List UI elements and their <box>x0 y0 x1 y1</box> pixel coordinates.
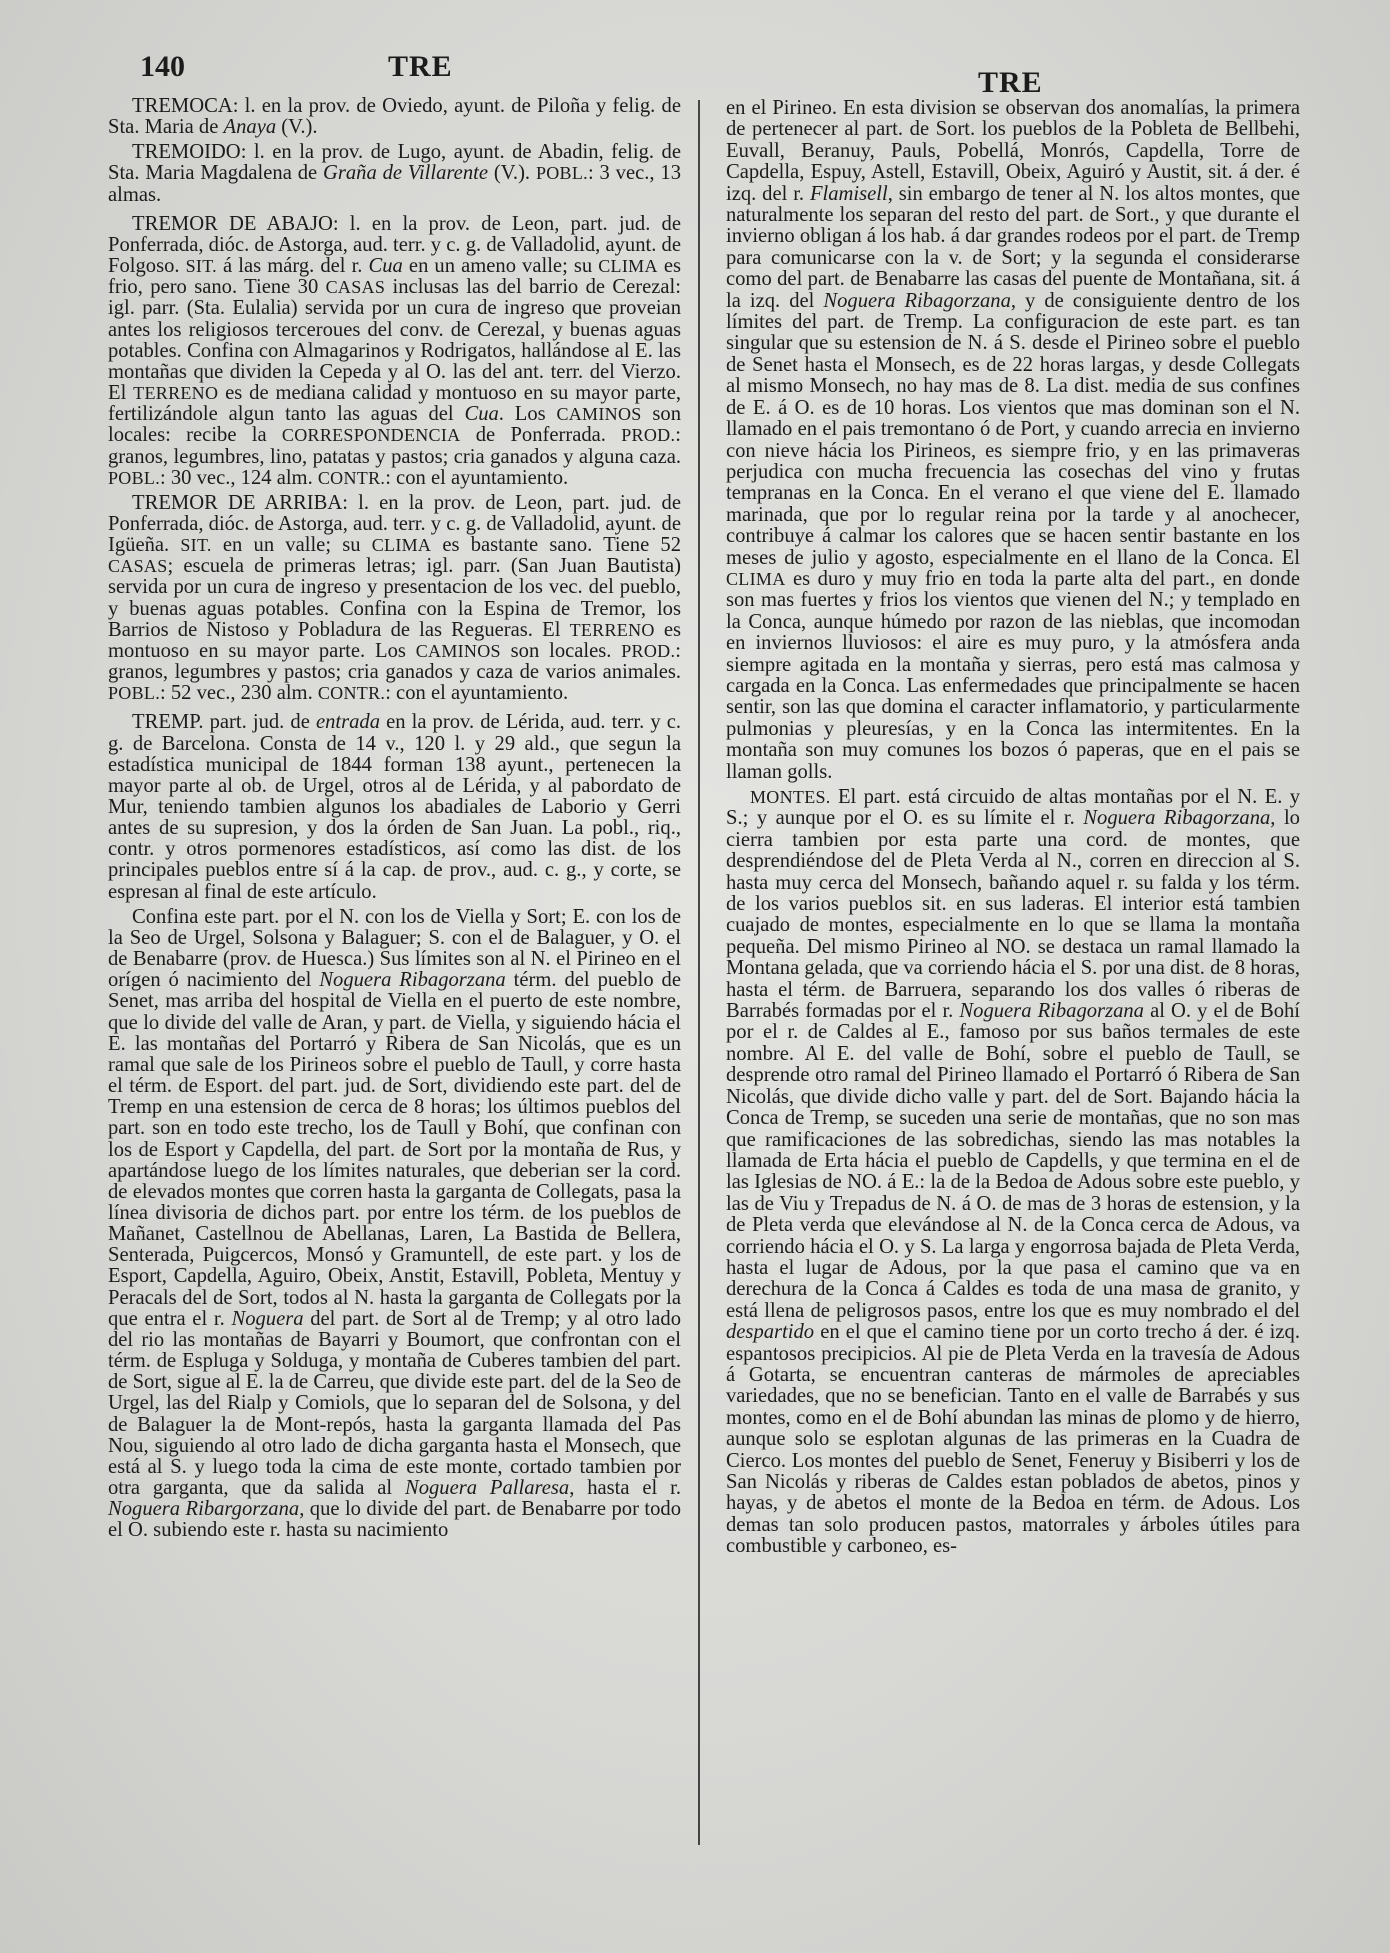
paragraph-pirineo: en el Pirineo. En esta division se observan dos anomalías, la primera de pertenecer al part. de Sort. los pueblos de la Pobleta de Bellbehi, Euvall, Beranuy, Pauls, Pobellá, Monrós, Capdella, Torre de Capdella, Espuy, Astell, Estavill, Obeix, Aguiró y Austit, sit. á der. é izq. del r. Flamisell, sin embargo de tener al N. los altos montes, que naturalmente los separan del resto del part. de Sort., y que durante el invierno obligan á los hab. á dar grandes rodeos por el part. de Tremp para comunicarse con la v. de Sort; y la segunda el considerarse como del part. de Benabarre las casas del puente de Montañana, sit. á la izq. del Noguera Ribagorzana, y de consiguiente dentro de los límites del part. de Tremp. La configuracion de este part. es tan singular que su estension de N. á S. desde el Pirineo sobre el pueblo de Senet hasta el Monsech, es de 22 horas largas, y desde Collegats al mismo Monsech, no hay mas de 8. La dist. media de sus confines de E. á O. es de 10 horas. Los vientos que mas dominan son el N. llamado en el pais tremontano ó de Port, y cuando arrecia en invierno con nieve hácia los Pirineos, es siempre frio, y en las primaveras perjudica con mucha frecuencia las cosechas del vino y frutas tempranas en la Conca. En el verano el que viene del E. llamado marinada, que por lo regular reina por la tarde y al anochecer, contribuye á calmar los calores que se hacen sentir bastante en los meses de julio y agosto, especialmente en el llano de la Conca. El CLIMA es duro y muy frio en toda la parte alta del part., en donde son mas fuertes y frios los vientos que vienen del N.; y templado en la Conca, aunque húmedo por razon de las nieblas, que incomodan en inviernos lluviosos: el aire es muy puro, y la atmósfera anda siempre agitada en la montaña y sierras, pero está mas calmosa y cargada en la Conca. Las enfermedades que principalmente se hacen sentir, son las que domina el caracter inflamatorio, y particularmente pulmonias y pleuresías, y en la Conca las intermitentes. En la montaña son muy comunes los bozos ó paperas, que en el pais se llaman golls. <box>726 97 1300 783</box>
page-number: 140 <box>140 50 185 83</box>
entry-head: TREMOCA <box>132 95 233 117</box>
running-head-right: TRE <box>978 66 1043 99</box>
paragraph-montes: MONTES. El part. está circuido de altas montañas por el N. E. y S.; y aunque por el O. es su límite el r. Noguera Ribagorzana, lo cierra tambien por esta parte una cord. de montes, que desprendiéndose del de Pleta Verda al N., corren en direccion al S. hasta muy cerca del Monsech, bañando aquel r. su falda y los térm. de los varios pueblos sit. en sus laderas. El interior está tambien cuajado de montes, especialmente en lo que se llama la montaña pequeña. Del mismo Pirineo al NO. se destaca un ramal llamado la Montana gelada, que va corriendo hácia el S. por una dist. de 8 horas, hasta el térm. de Barruera, separando los dos valles ó riberas de Barrabés formadas por el r. Noguera Ribagorzana al O. y el de Bohí por el r. de Caldes al E., famoso por sus baños termales de este nombre. Al E. del valle de Bohí, sobre el pueblo de Taull, se desprende otro ramal del Pirineo llamado el Portarró ó Ribera de San Nicolás, que divide dicho valle y part. del de Sort. Bajando hácia la Conca de Tremp, se suceden una serie de montañas, que no son mas que ramificaciones de las sobredichas, siendo las mas notables la llamada de Erta hácia el pueblo de Capdells, y que termina en el de las Iglesias de NO. á E.: la de la Bedoa de Adous sobre este pueblo, y las de Viu y Trepadus de N. á O. de mas de 3 horas de estension, y la de Pleta verda que elevándose al N. de la Conca cerca de Adous, va corriendo hácia el O. y S. La larga y engorrosa bajada de Pleta Verda, hasta el lugar de Adous, por la que pasa el camino que va en derechura de la Conca á Caldes es toda de una masa de granito, y está llena de peligrosos pasos, entre los que es muy nombrado el del despartido en el que el camino tiene por un corto trecho á der. é izq. espantosos precipicios. Al pie de Pleta Verda en la travesía de Adous á Gotarta, se encuentran canteras de mármoles de apreciables variedades, que no se benefician. Tanto en el valle de Barrabés y sus montes, como en el de Bohí abundan las minas de plomo y de hierro, aunque solo se esplotan algunas de las primeras en la Cuadra de Cierco. Los montes del pueblo de Senet, Feneruy y Bisiberri y los de San Nicolás y riberas de Caldes estan poblados de abetos, pinos y hayas, y de abetos el monte de la Bedoa en térm. de Adous. Los demas tan solo producen pastos, matorrales y árboles útiles para combustible y carboneo, es- <box>726 786 1301 1558</box>
entry-tremor-arriba: TREMOR DE ARRIBA: l. en la prov. de Leon, part. jud. de Ponferrada, dióc. de Astorga, aud. terr. y c. g. de Valladolid, ayunt. de Igüeña. SIT. en un valle; su CLIMA es bastante sano. Tiene 52 CASAS; escuela de primeras letras; igl. parr. (San Juan Bautista) servida por un cura de ingreso y presentacion de los vec. del pueblo, y buenas aguas potables. Confina con la Espina de Tremor, los Barrios de Nistoso y Pobladura de las Regueras. El TERRENO es montuoso en su mayor parte. Los CAMINOS son locales. PROD.: granos, legumbres y pastos; cria ganados y caza de varios animales. POBL.: 52 vec., 230 alm. CONTR.: con el ayuntamiento. <box>108 491 682 705</box>
entry-tremoca: TREMOCA: l. en la prov. de Oviedo, ayunt. de Piloña y felig. de Sta. Maria de Anaya (V.). <box>108 95 681 139</box>
entry-head: TREMOIDO <box>132 141 241 164</box>
right-column <box>726 98 1300 1562</box>
paragraph-confina: Confina este part. por el N. con los de Viella y Sort; E. con los de la Seo de Urgel, Solsona y Balaguer; S. con el de Balaguer, y O. el de Benabarre (prov. de Huesca.) Sus límites son al N. el Pirineo en el orígen ó nacimiento del Noguera Ribagorzana térm. del pueblo de Senet, mas arriba del hospital de Viella en el puerto de este nombre, que lo divide del valle de Aran, y part. de Viella, y siguiendo hácia el E. las montañas del Portarró y Ribera de San Nicolás, que es un ramal que sale de los Pirineos sobre el pueblo de Taull, y corre hasta el térm. de Esport. del part. jud. de Sort, dividiendo este part. del de Tremp en una estension de cerca de 8 horas; los últimos pueblos del part. son en todo este trecho, los de Taull y Bohí, que confinan con los de Esport y Capdella, del part. de Sort por la montaña de Rus, y apartándose luego de los límites naturales, que deberian ser la cord. de elevados montes que corren hasta la garganta de Collegats, pasa la línea divisoria de dichos part. por entre los térm. de los pueblos de Mañanet, Castellnou de Abellanas, Laren, La Bastida de Bellera, Senterada, Puigcercos, Monsó y Gramuntell, de este part. y los de Esport, Capdella, Aguiro, Obeix, Anstit, Estavill, Pobleta, Mentuy y Peracals del de Sort, todos al N. hasta la garganta de Collegats por la que entra el r. Noguera del part. de Sort al de Tremp; y al otro lado del rio las montañas de Bayarri y Boumort, que confrontan con el térm. de Espluga y Solduga, y montaña de Cuberes tambien del part. de Sort, sigue al E. la de Carreu, que divide este part. del de la Seo de Urgel, las del Rialp y Comiols, que lo separan del de Solsona, y del de Balaguer la de Mont-repós, hasta la garganta llamada del Pas Nou, siguiendo al otro lado de dicha garganta hasta el Monsech, que está al S. y luego toda la cima de este monte, cortado tambien por otra garganta, que da salida al Noguera Pallaresa, hasta el r. Noguera Ribargorzana, que lo divide del part. de Benabarre por todo el O. subiendo este r. hasta su nacimiento <box>108 905 682 1542</box>
entry-head: TREMOR DE ABAJO <box>132 212 333 235</box>
entry-tremor-abajo: TREMOR DE ABAJO: l. en la prov. de Leon, part. jud. de Ponferrada, dióc. de Astorga, aud. terr. y c. g. de Valladolid, ayunt. de Folgoso. SIT. á las márg. del r. Cua en un ameno valle; su CLIMA es frio, pero sano. Tiene 30 CASAS inclusas las del barrio de Cerezal: igl. parr. (Sta. Eulalia) servida por un cura de ingreso que proveian antes los religiosos terceroues del conv. de Cerezal, y buenas aguas potables. Confina con Almagarinos y Rodrigatos, hallándose al E. las montañas que dividen la Cepeda y al O. las del ant. terr. del Vierzo. El TERRENO es de mediana calidad y montuoso en su mayor parte, fertilizándole algun tanto las aguas del Cua. Los CAMINOS son locales: recibe la CORRESPONDENCIA de Ponferrada. PROD.: granos, legumbres, lino, patatas y pastos; cria ganados y alguna caza. POBL.: 30 vec., 124 alm. CONTR.: con el ayuntamiento. <box>108 212 681 489</box>
entry-head: TREMOR DE ARRIBA <box>132 491 343 514</box>
entry-head: TREMP <box>132 711 199 734</box>
entry-tremoido: TREMOIDO: l. en la prov. de Lugo, ayunt. de Abadin, felig. de Sta. Maria Magdalena de Graña de Villarente (V.). POBL.: 3 vec., 13 almas. <box>108 141 682 206</box>
running-head-left: TRE <box>388 50 453 83</box>
section-head-montes: MONTES. <box>750 787 831 807</box>
column-rule <box>698 100 700 1845</box>
entry-tremp: TREMP. part. jud. de entrada en la prov. de Lérida, aud. terr. y c. g. de Barcelona. Consta de 14 v., 120 l. y 29 ald., que segun la estadística municipal de 1844 forman 138 ayunt., pertenecen la mayor parte al ob. de Urgel, otros al de Lérida, y al pabordato de Mur, teniendo tambien algunos los abadiales de Laborio y Gerri antes de su supresion, y dos la órden de San Juan. La pobl., riq., contr. y otros pormenores estadísticos, así como las dist. de los principales pueblos entre sí á la cap. de prov., aud. c. g., y corte, se espresan al final de este artículo. <box>108 711 681 903</box>
left-column <box>108 96 681 1545</box>
